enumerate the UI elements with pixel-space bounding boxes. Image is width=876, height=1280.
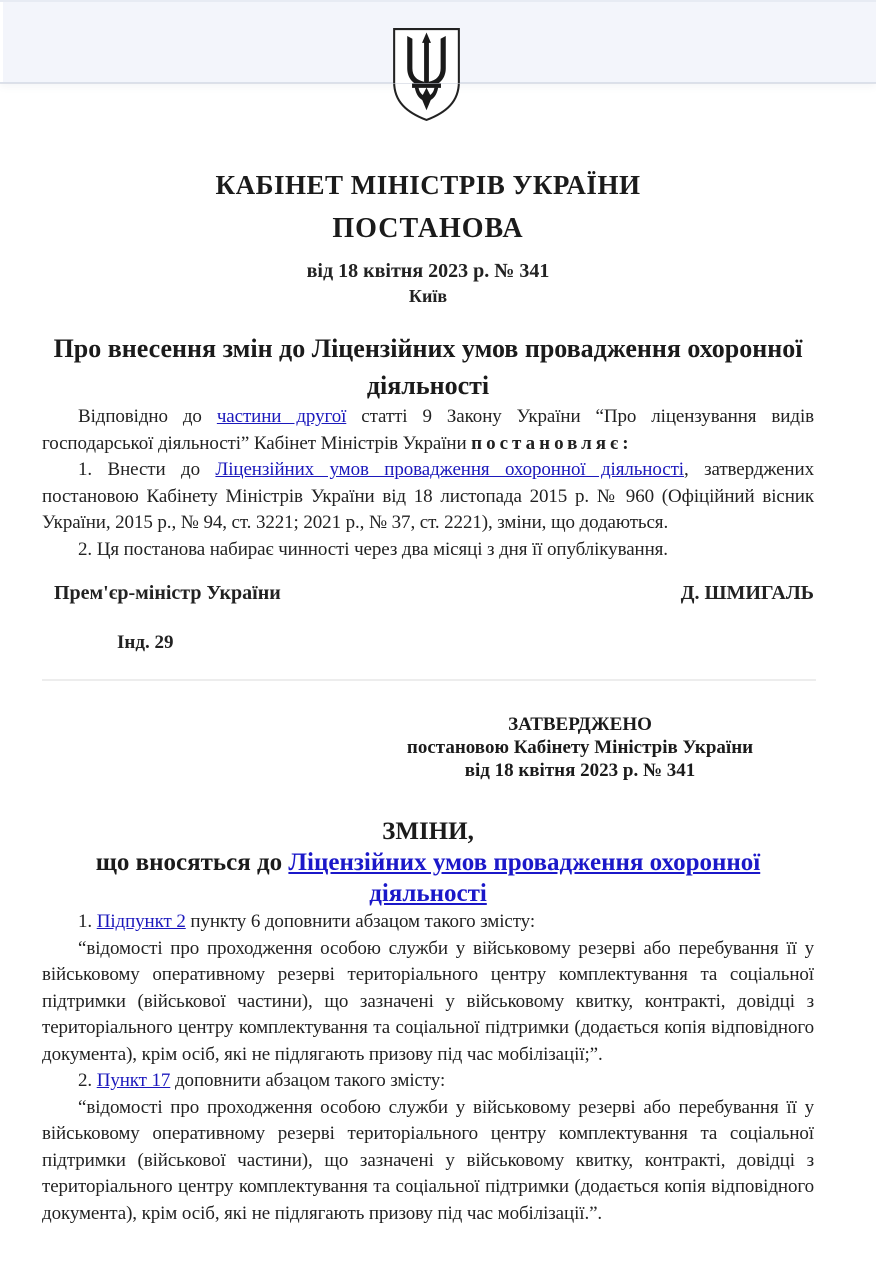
date-number-line: від 18 квітня 2023 р. № 341 (306, 260, 550, 282)
point-2-paragraph: 2. Ця постанова набирає чинності через два місяці з дня її опублікування. (78, 538, 668, 560)
city-line: Київ (408, 286, 448, 306)
change-item-1-num: 1. (78, 911, 97, 932)
signature-position: Прем'єр-міністр України (54, 582, 281, 604)
quote-paragraph-1: “відомості про проходження особою служби у військовому резерві або перебування її у військовому оперативному резерві територіального центру комплектування та соціальної підтримки (військової частини), що зазначені у військовому квитку, контракті, довідці з територіального центру комплектування та соціальної підтримки (додається копія відповідного документа), крім осіб, які не підлягають призову під час мобілізації;”. (42, 937, 814, 1065)
approved-stamp (370, 713, 790, 782)
changes-heading (0, 816, 876, 909)
link-changes-litsenziini-umovy[interactable]: Ліцензійних умов провадження охоронної діяльності (288, 849, 761, 907)
change-item-2-num: 2. (78, 1070, 97, 1091)
changes-heading-line-2 (42, 847, 814, 909)
preamble-text-mid: статті 9 Закону України “Про ліцензування видів господарської діяльності” Кабінет Міністрів України (42, 406, 814, 454)
resolve-word: постановляє: (471, 432, 633, 454)
window-edge-sliver (0, 2, 3, 82)
change-item-1-post: пункту 6 доповнити абзацом такого змісту: (185, 911, 536, 932)
approved-line-3: від 18 квітня 2023 р. № 341 (464, 760, 696, 781)
change-item-2-post: доповнити абзацом такого змісту: (170, 1070, 446, 1091)
changes-heading-pre: що вносяться до (95, 849, 289, 876)
doc-type-title: ПОСТАНОВА (332, 213, 524, 244)
approved-line-1: ЗАТВЕРДЖЕНО (508, 714, 652, 735)
link-chastyny-druhoyi[interactable]: частини другої (216, 406, 347, 427)
preamble-text-pre: Відповідно до (78, 406, 217, 427)
ukraine-trident-emblem (391, 27, 462, 122)
index-note: Інд. 29 (117, 632, 174, 653)
change-item-2 (0, 1068, 876, 1095)
org-title: КАБІНЕТ МІНІСТРІВ УКРАЇНИ (215, 170, 641, 200)
signature-name: Д. ШМИГАЛЬ (680, 582, 814, 604)
document (0, 83, 876, 1227)
change-item-1 (0, 909, 876, 936)
section-divider (42, 679, 816, 681)
link-punkt-17[interactable]: Пункт 17 (96, 1070, 171, 1091)
quote-paragraph-2: “відомості про проходження особою служби у військовому резерві або перебування її у військовому оперативному резерві територіального центру комплектування та соціальної підтримки (військової частини), що зазначені у військовому квитку, контракті, довідці з територіального центру комплектування та соціальної підтримки (додається копія відповідного документа), крім осіб, які не підлягають призову під час мобілізації.”. (42, 1096, 814, 1224)
changes-heading-line-1: ЗМІНИ, (382, 818, 474, 845)
signature-row (0, 581, 876, 605)
point-1-paragraph (0, 457, 876, 537)
document-title: Про внесення змін до Ліцензійних умов провадження охоронної діяльності (53, 334, 803, 400)
point-1-pre: 1. Внести до (78, 459, 216, 480)
link-pidpunkt-2[interactable]: Підпункт 2 (96, 911, 186, 932)
link-litsenziini-umovy[interactable]: Ліцензійних умов провадження охоронної діяльності (215, 459, 684, 480)
preamble-paragraph (0, 404, 876, 457)
approved-line-2: постановою Кабінету Міністрів України (406, 737, 754, 758)
point-1-post: , затверджених постановою Кабінету Міністрів України від 18 листопада 2015 р. № 960 (Офіційний вісник України, 2015 р., № 94, ст. 3221; 2021 р., № 37, ст. 2221), зміни, що додаються. (42, 459, 814, 533)
